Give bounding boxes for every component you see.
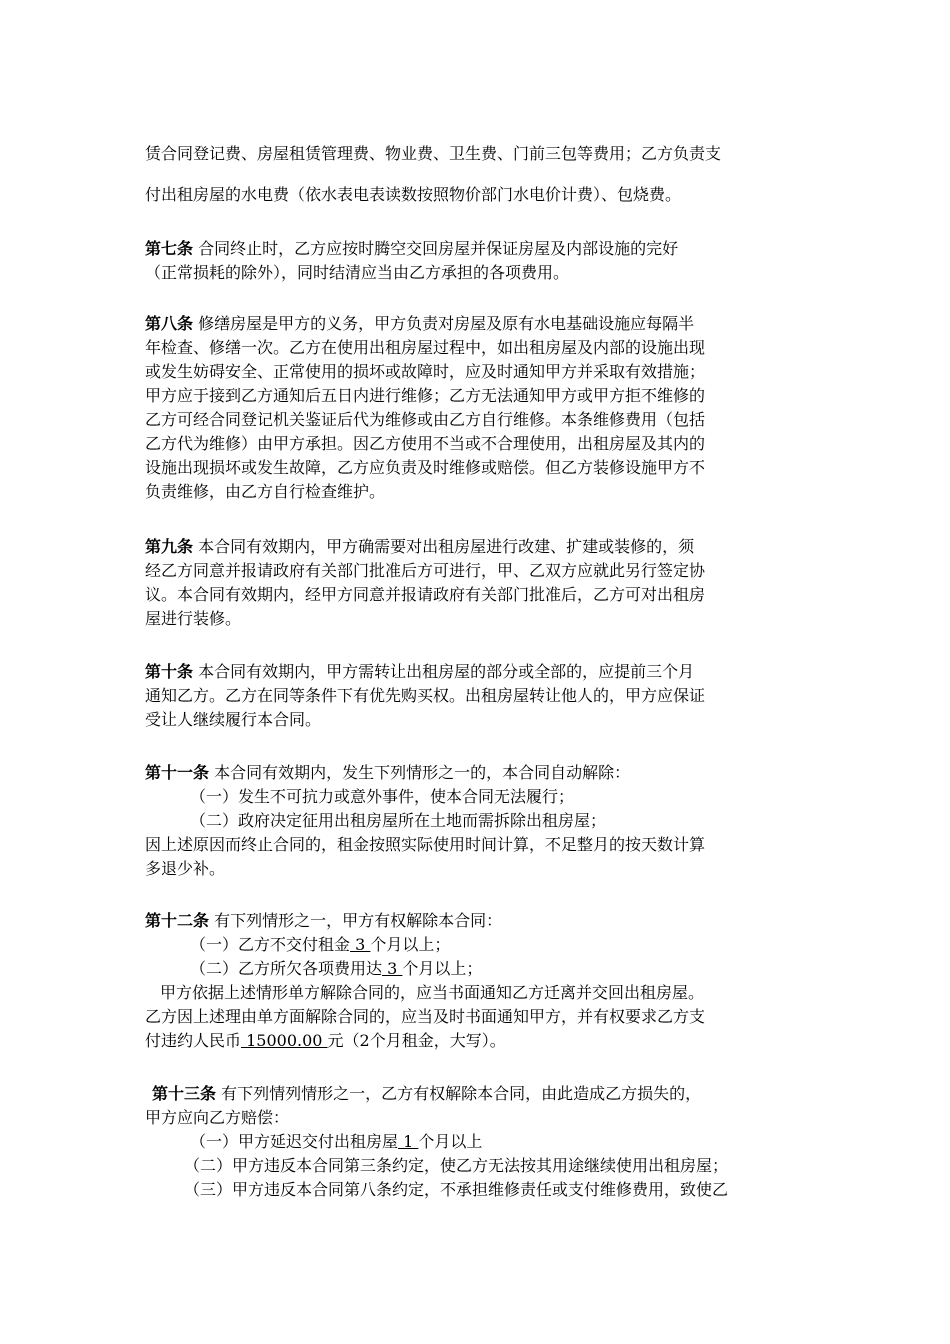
- list-item: （二）甲方违反本合同第三条约定，使乙方无法按其用途继续使用出租房屋；: [184, 1156, 729, 1175]
- article-8-line: 第八条 修缮房屋是甲方的义务，甲方负责对房屋及原有水电基础设施应每隔半: [145, 314, 695, 333]
- text-line: 屋进行装修。: [145, 609, 242, 628]
- text-line: 甲方应向乙方赔偿：: [145, 1108, 290, 1127]
- text-line: 乙方代为维修）由甲方承担。因乙方使用不当或不合理使用，出租房屋及其内的: [145, 434, 706, 453]
- text-line: 多退少补。: [145, 859, 226, 878]
- article-heading: 第十二条: [145, 911, 210, 930]
- text-line: 经乙方同意并报请政府有关部门批准后方可进行，甲、乙双方应就此另行签定协: [145, 561, 706, 580]
- article-heading: 第十条: [145, 662, 194, 681]
- list-item: （一）甲方延迟交付出租房屋 1 个月以上: [190, 1132, 483, 1151]
- list-item: （三）甲方违反本合同第八条约定，不承担维修责任或支付维修费用，致使乙: [184, 1180, 729, 1199]
- list-item: （一）乙方不交付租金 3 个月以上；: [190, 935, 451, 954]
- text-line: 负责维修，由乙方自行检查维护。: [145, 482, 386, 501]
- text-line: 设施出现损坏或发生故障，乙方应负责及时维修或赔偿。但乙方装修设施甲方不: [145, 458, 706, 477]
- text-line: （正常损耗的除外），同时结清应当由乙方承担的各项费用。: [145, 263, 570, 282]
- article-heading: 第十三条: [152, 1084, 217, 1103]
- text-line: 议。本合同有效期内，经甲方同意并报请政府有关部门批准后，乙方可对出租房: [145, 585, 706, 604]
- article-heading: 第九条: [145, 537, 194, 556]
- article-13-line: 第十三条 有下列情列情形之一，乙方有权解除本合同，由此造成乙方损失的，: [152, 1084, 702, 1103]
- text-line: 乙方因上述理由单方面解除合同的，应当及时书面通知甲方，并有权要求乙方支: [145, 1007, 706, 1026]
- article-heading: 第七条: [145, 239, 194, 258]
- list-item: （二）乙方所欠各项费用达 3 个月以上；: [190, 959, 483, 978]
- article-12-line: 第十二条 有下列情形之一，甲方有权解除本合同：: [145, 911, 503, 930]
- text-line: 付违约人民币 15000.00 元（2个月租金，大写）。: [145, 1031, 506, 1050]
- text-line: 年检查、修缮一次。乙方在使用出租房屋过程中，如出租房屋及内部的设施出现: [145, 338, 706, 357]
- article-heading: 第八条: [145, 314, 194, 333]
- text-line: 或发生妨碍安全、正常使用的损坏或故障时，应及时通知甲方并采取有效措施；: [145, 362, 706, 381]
- article-11-line: 第十一条 本合同有效期内，发生下列情形之一的，本合同自动解除：: [145, 763, 631, 782]
- text-line: 付出租房屋的水电费（依水表电表读数按照物价部门水电价计费）、包烧费。: [145, 185, 682, 204]
- list-item: （一）发生不可抗力或意外事件，使本合同无法履行；: [190, 787, 575, 806]
- text-line: 受让人继续履行本合同。: [145, 710, 322, 729]
- article-9-line: 第九条 本合同有效期内，甲方确需要对出租房屋进行改建、扩建或装修的，须: [145, 537, 695, 556]
- text-line: 甲方依据上述情形单方解除合同的，应当书面通知乙方迁离并交回出租房屋。: [160, 983, 705, 1002]
- text-line: 乙方可经合同登记机关鉴证后代为维修或由乙方自行维修。本条维修费用（包括: [145, 410, 706, 429]
- text-line: 甲方应于接到乙方通知后五日内进行维修；乙方无法通知甲方或甲方拒不维修的: [145, 386, 706, 405]
- text-line: 通知乙方。乙方在同等条件下有优先购买权。出租房屋转让他人的，甲方应保证: [145, 686, 706, 705]
- article-heading: 第十一条: [145, 763, 210, 782]
- article-7-line: 第七条 合同终止时，乙方应按时腾空交回房屋并保证房屋及内部设施的完好: [145, 239, 679, 258]
- text-line: 赁合同登记费、房屋租赁管理费、物业费、卫生费、门前三包等费用；乙方负责支: [145, 144, 722, 163]
- list-item: （二）政府决定征用出租房屋所在土地而需拆除出租房屋；: [190, 811, 607, 830]
- text-line: 因上述原因而终止合同的，租金按照实际使用时间计算，不足整月的按天数计算: [145, 835, 706, 854]
- article-10-line: 第十条 本合同有效期内，甲方需转让出租房屋的部分或全部的，应提前三个月: [145, 662, 695, 681]
